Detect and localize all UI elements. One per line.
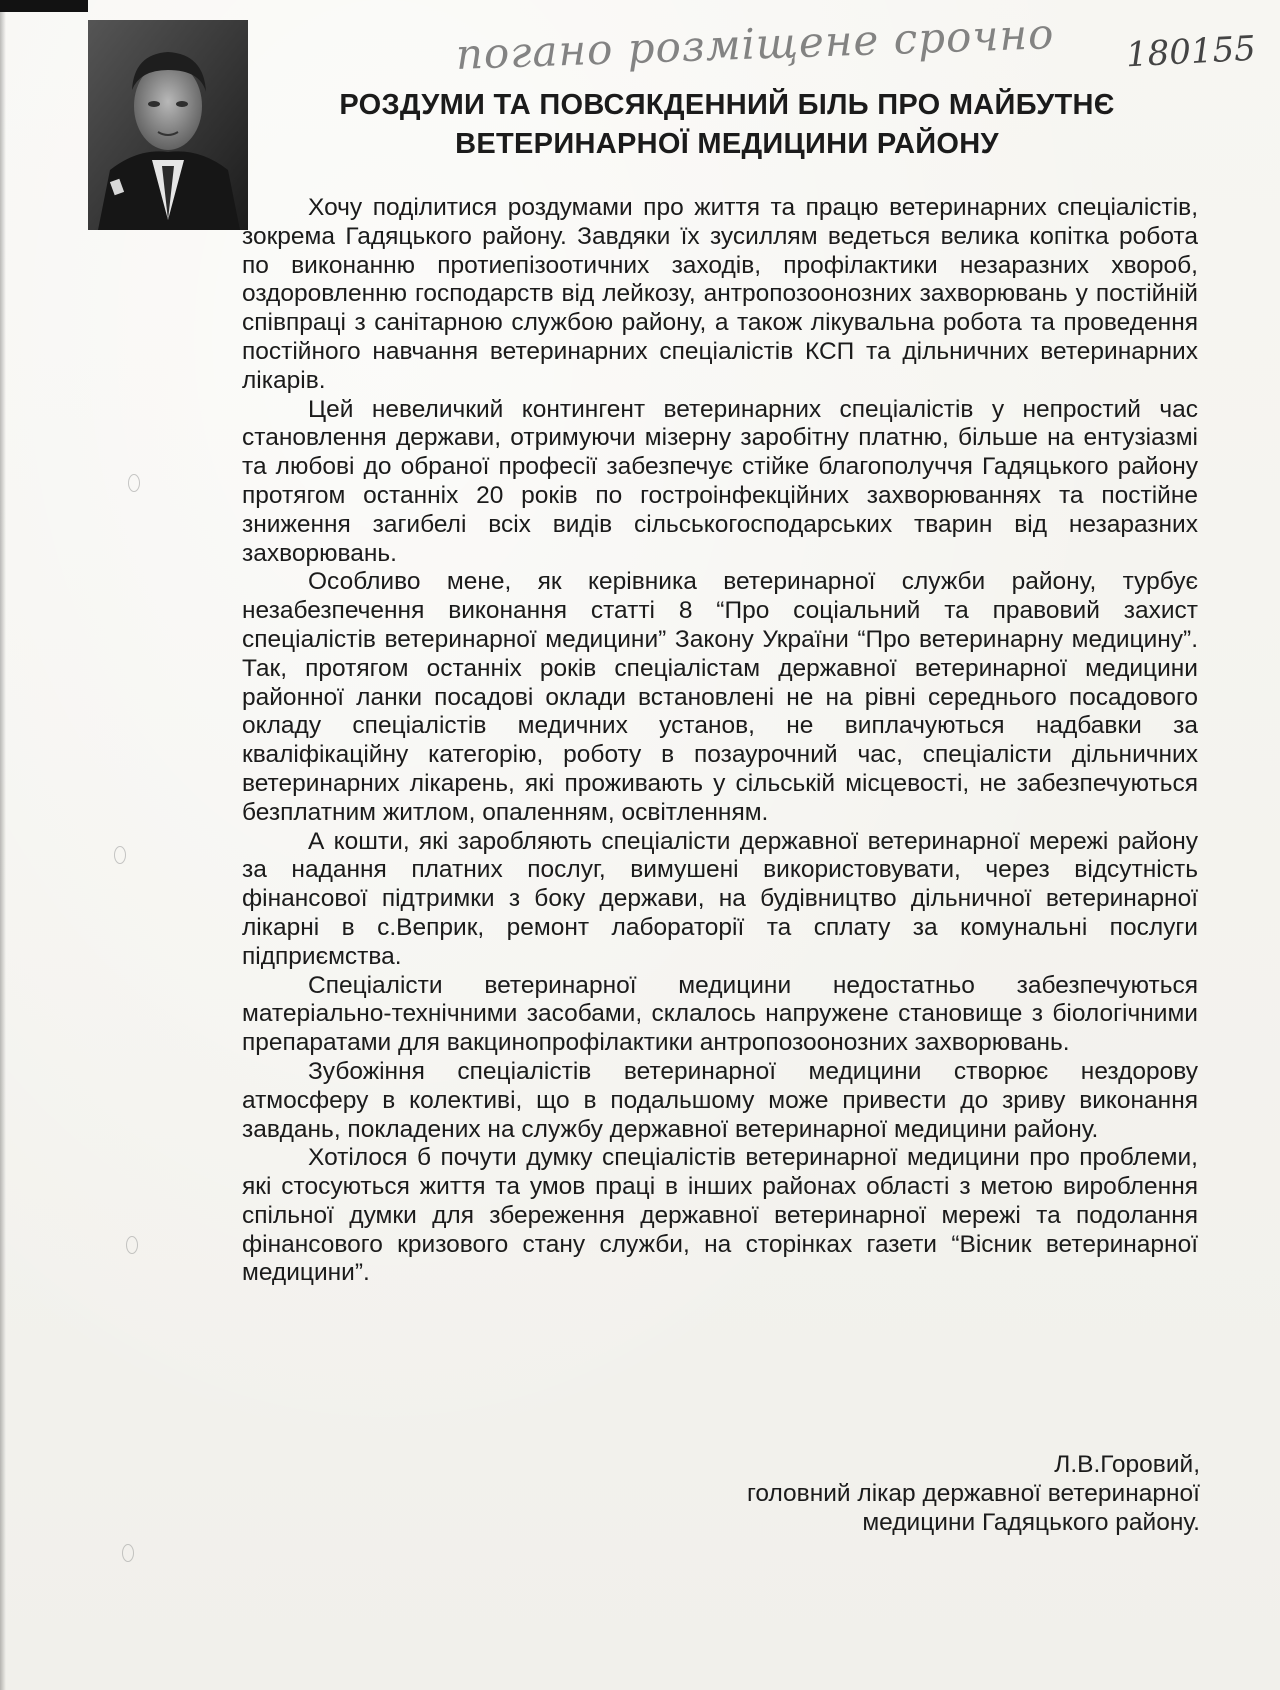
paragraph: Хочу поділитися роздумами про життя та працю ветеринарних спеціалістів, зокрема Гадяцького району. Завдяки їх зусиллям ведеться велика копітка робота по виконанню протиепізоотичних заходів, профілактики незаразних хвороб, оздоровленню господарств від лейкозу, антропозоонозних захворювань у постійній співпраці з санітарною службою району, а також лікувальна робота та проведення постійного навчання ветеринарних спеціалістів КСП та дільничних ветеринарних лікарів. bbox=[242, 194, 1198, 394]
title-line-1: РОЗДУМИ ТА ПОВСЯКДЕННИЙ БІЛЬ ПРО МАЙБУТНЄ bbox=[339, 89, 1115, 121]
article-title bbox=[262, 86, 1192, 164]
author-position-line-1: головний лікар державної ветеринарної bbox=[747, 1480, 1200, 1507]
document-number: 180155 bbox=[1125, 28, 1257, 76]
author-position-line-2: медицини Гадяцького району. bbox=[862, 1509, 1200, 1536]
punch-hole-mark bbox=[114, 846, 126, 864]
paragraph: Особливо мене, як керівника ветеринарної служби району, турбує незабезпечення виконання статті 8 “Про соціальний та правовий захист спеціалістів ветеринарної медицини” Закону України “Про ветеринарну медицину”. Так, протягом останніх років спеціалістам державної ветеринарної медицини районної ланки посадові оклади встановлені не на рівні середнього посадового окладу спеціалістів медичних установ, не виплачуються надбавки за кваліфікаційну категорію, роботу в позаурочний час, спеціалісти дільничних ветеринарних лікарень, які проживають у сільській місцевості, не забезпечуються безплатним житлом, опаленням, освітленням. bbox=[242, 568, 1198, 826]
signature-block bbox=[500, 1450, 1200, 1537]
title-line-2: ВЕТЕРИНАРНОЇ МЕДИЦИНИ РАЙОНУ bbox=[455, 128, 999, 160]
author-name: Л.В.Горовий, bbox=[1054, 1451, 1200, 1478]
paragraph: Хотілося б почути думку спеціалістів ветеринарної медицини про проблеми, які стосуються життя та умов праці в інших районах області з метою вироблення спільної думки для збереження державної ветеринарної мережі та подолання фінансового кризового стану служби, на сторінках газети “Вісник ветеринарної медицини”. bbox=[242, 1144, 1198, 1287]
paragraph: Цей невеличкий контингент ветеринарних спеціалістів у непростий час становлення держави, отримуючи мізерну заробітну платню, більше на ентузіазмі та любові до обраної професії забезпечує стійке благополуччя Гадяцького району протягом останніх 20 років по гостроінфекційних захворюваннях та постійне зниження загибелі всіх видів сільськогосподарських тварин від незаразних захворювань. bbox=[242, 395, 1198, 567]
punch-hole-mark bbox=[126, 1236, 138, 1254]
paragraph: Зубожіння спеціалістів ветеринарної медицини створює нездорову атмосферу в колективі, що в подальшому може привести до зриву виконання завдань, покладених на службу державної ветеринарної медицини району. bbox=[242, 1057, 1198, 1143]
scan-edge-shadow bbox=[0, 0, 6, 1690]
paragraph: А кошти, які заробляють спеціалісти державної ветеринарної мережі району за надання платних послуг, вимушені використовувати, через відсутність фінансової підтримки з боку держави, на будівництво дільничної ветеринарної лікарні в с.Веприк, ремонт лабораторії та сплату за комунальні послуги підприємства. bbox=[242, 827, 1198, 970]
handwritten-note: погано розміщене срочно bbox=[455, 9, 1056, 79]
article-body bbox=[242, 194, 1198, 1288]
punch-hole-mark bbox=[122, 1544, 134, 1562]
scan-corner-mark bbox=[0, 0, 88, 12]
punch-hole-mark bbox=[128, 474, 140, 492]
author-photo bbox=[88, 20, 248, 230]
paragraph: Спеціалісти ветеринарної медицини недостатньо забезпечуються матеріально-технічними засобами, склалось напружене становище з біологічними препаратами для вакцинопрофілактики антропозоонозних захворювань. bbox=[242, 971, 1198, 1057]
